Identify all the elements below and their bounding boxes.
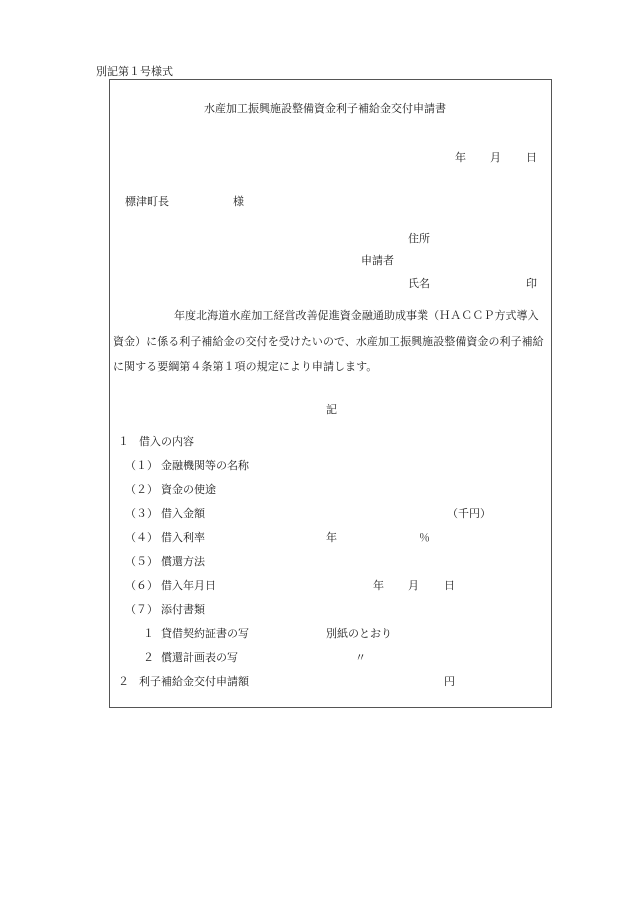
attachment2-number: ２: [143, 651, 154, 664]
form-number: 別記第１号様式: [96, 65, 173, 78]
seal-mark: 印: [526, 277, 537, 290]
attachment1-note: 別紙のとおり: [326, 627, 392, 640]
date-day: 日: [526, 151, 537, 164]
item6-year: 年: [373, 579, 384, 592]
item5-label: 償還方法: [161, 555, 205, 568]
attachment2-label: 償還計画表の写: [161, 651, 238, 664]
item6-day: 日: [444, 579, 455, 592]
applicant-address-label: 住所: [408, 232, 430, 245]
item3-unit: （千円）: [447, 507, 491, 520]
item3-label: 借入金額: [161, 507, 205, 520]
addressee-name: 標津町長: [125, 195, 169, 208]
item7-number: （７）: [125, 603, 158, 616]
addressee-honorific: 様: [233, 195, 244, 208]
item1-number: （１）: [125, 459, 158, 472]
applicant-name-label: 氏名: [408, 277, 430, 290]
date-year: 年: [455, 151, 466, 164]
section2-title: 利子補給金交付申請額: [139, 675, 249, 688]
attachment1-number: １: [143, 627, 154, 640]
item6-label: 借入年月日: [161, 579, 216, 592]
item1-label: 金融機関等の名称: [161, 459, 249, 472]
section2-number: ２: [118, 675, 129, 688]
form-title: 水産加工振興施設整備資金利子補給金交付申請書: [204, 102, 446, 115]
item6-number: （６）: [125, 579, 158, 592]
item4-year: 年: [326, 531, 337, 544]
item6-month: 月: [408, 579, 419, 592]
date-month: 月: [490, 151, 501, 164]
section2-unit: 円: [444, 675, 455, 688]
section1-title: 借入の内容: [139, 435, 194, 448]
section1-number: １: [118, 435, 129, 448]
attachment1-label: 貸借契約証書の写: [161, 627, 249, 640]
body-text: 年度北海道水産加工経営改善促進資金融通助成事業（ＨＡＣＣＰ方式導入資金）に係る利子補給金の交付を受けたいので、水産加工振興施設整備資金の利子補給に関する要綱第４条第１項の規定により申請します。: [113, 309, 544, 373]
item2-number: （２）: [125, 483, 158, 496]
ki-heading: 記: [326, 403, 337, 416]
applicant-role-label: 申請者: [361, 254, 394, 267]
item5-number: （５）: [125, 555, 158, 568]
body-paragraph: [113, 303, 549, 380]
attachment2-note: 〃: [355, 651, 366, 664]
item3-number: （３）: [125, 507, 158, 520]
item4-number: （４）: [125, 531, 158, 544]
item7-label: 添付書類: [161, 603, 205, 616]
item4-unit: ％: [419, 531, 430, 544]
item2-label: 資金の使途: [161, 483, 216, 496]
item4-label: 借入利率: [161, 531, 205, 544]
